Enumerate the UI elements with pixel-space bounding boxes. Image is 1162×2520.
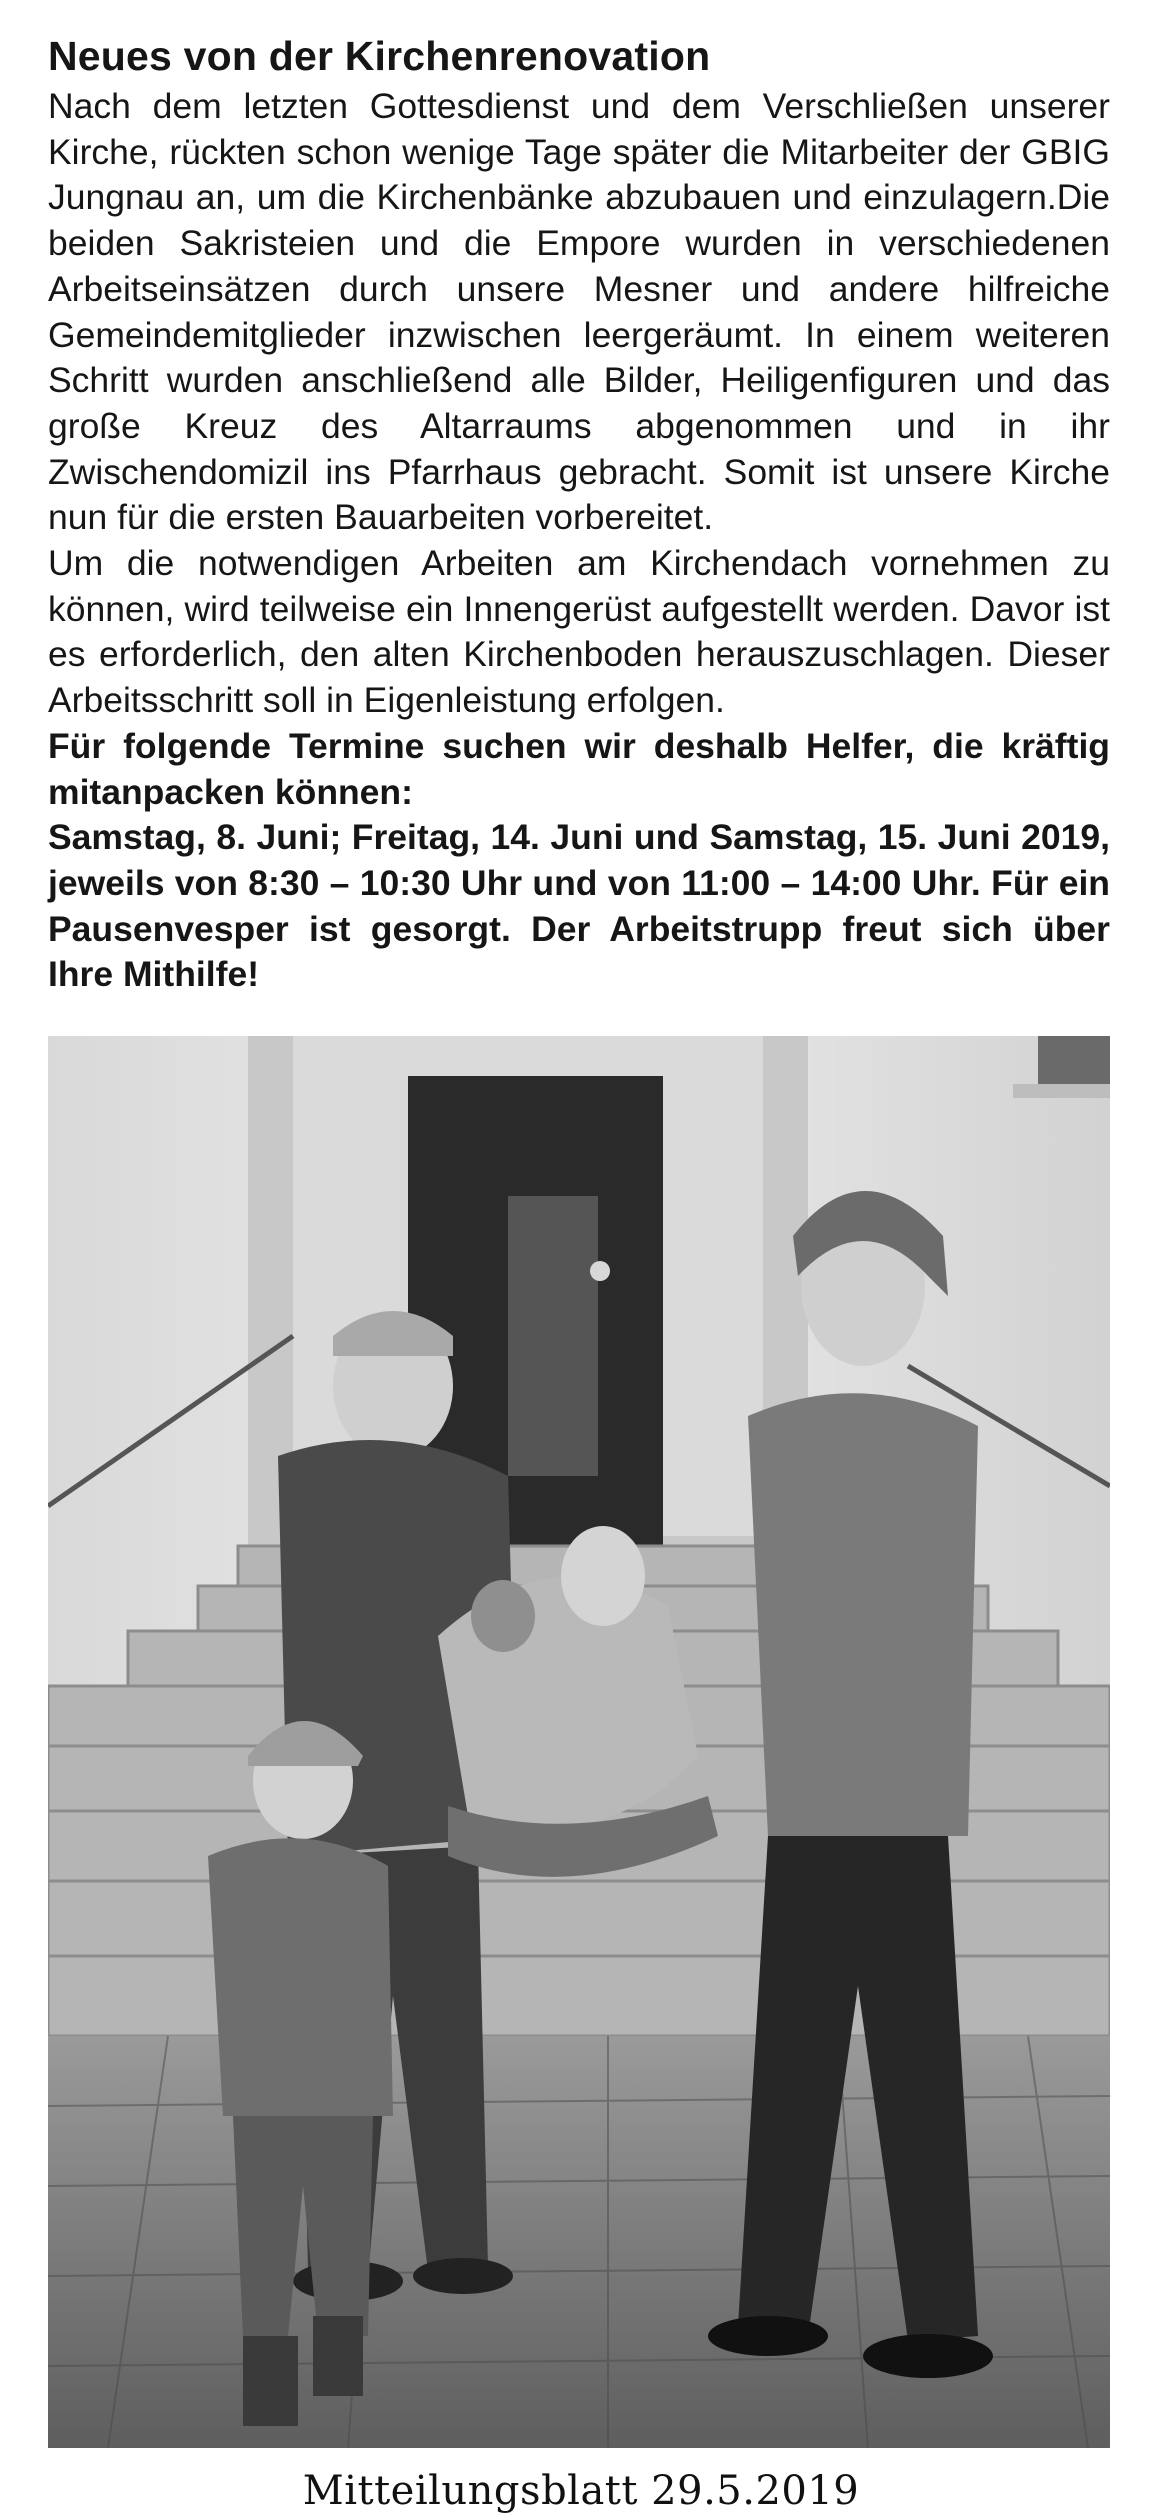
- article-title: Neues von der Kirchenrenovation: [48, 33, 711, 79]
- photo-illustration: [48, 1036, 1110, 2448]
- footer-caption: Mitteilungsblatt 29.5.2019: [302, 2468, 860, 2514]
- article-photo: [48, 1036, 1110, 2448]
- paragraph-helpers-call: Für folgende Termine suchen wir deshalb Helfer, die kräftig mitanpacken können:: [48, 725, 1110, 812]
- paragraph-roof-work: Um die notwendigen Arbeiten am Kirchendach vornehmen zu können, wird teilweise ein Innengerüst aufgestellt werden. Davor ist es erforderlich, den alten Kirchenboden herauszuschlagen. Dieser Arbeitsschritt soll in Eigenleistung erfolgen.: [48, 543, 1110, 721]
- paragraph-dates: Samstag, 8. Juni; Freitag, 14. Juni und Samstag, 15. Juni 2019, jeweils von 8:30 – 10:30 Uhr und von 11:00 – 14:00 Uhr. Für ein Pausenvesper ist gesorgt. Der Arbeitstrupp freut sich über Ihre Mithilfe!: [48, 817, 1110, 995]
- paragraph-preparations: Nach dem letzten Gottesdienst und dem Verschließen unserer Kirche, rückten schon wenige Tage später die Mitarbeiter der GBIG Jungnau an, um die Kirchenbänke abzubauen und einzulagern.Die beiden Sakristeien und die Empore wurden in verschiedenen Arbeitseinsätzen durch unsere Mesner und andere hilfreiche Gemeindemitglieder inzwischen leergeräumt. In einem weiteren Schritt wurden anschließend alle Bilder, Heiligenfiguren und das große Kreuz des Altarraums abgenommen und in ihr Zwischendomizil ins Pfarrhaus gebracht. Somit ist unsere Kirche nun für die ersten Bauarbeiten vorbereitet.: [48, 86, 1110, 538]
- article-body: [48, 84, 1110, 998]
- article: [48, 28, 1110, 998]
